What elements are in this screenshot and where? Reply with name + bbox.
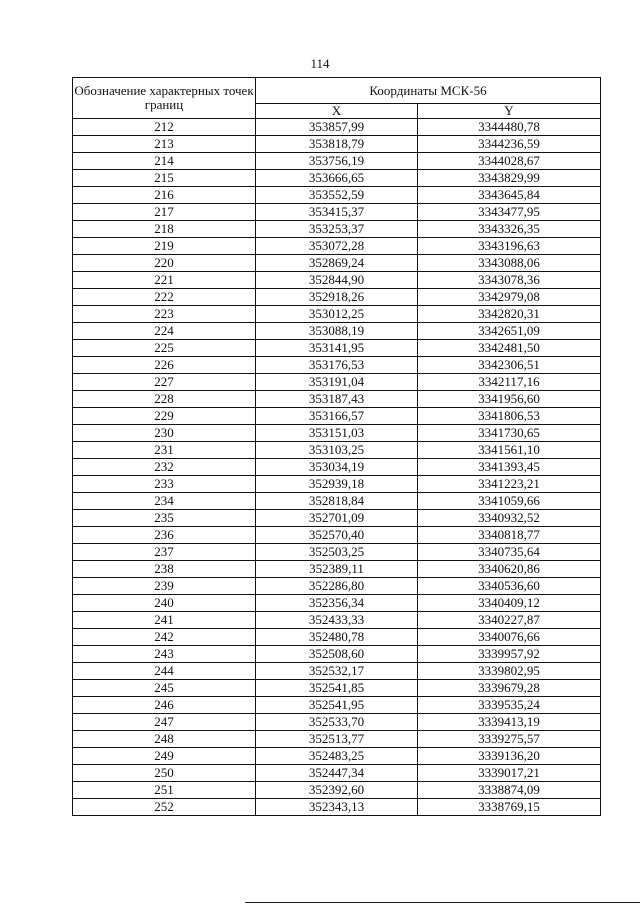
table-row <box>73 255 601 272</box>
table-row <box>73 765 601 782</box>
x-coordinate-cell: 352483,25 <box>256 748 418 765</box>
x-coordinate-cell: 352532,17 <box>256 663 418 680</box>
x-coordinate-cell: 352701,09 <box>256 510 418 527</box>
point-cell: 235 <box>73 510 256 527</box>
y-coordinate-cell: 3342306,51 <box>418 357 601 374</box>
x-coordinate-cell: 352286,80 <box>256 578 418 595</box>
x-coordinate-cell: 353088,19 <box>256 323 418 340</box>
y-coordinate-cell: 3338769,15 <box>418 799 601 816</box>
table-row <box>73 357 601 374</box>
point-cell: 225 <box>73 340 256 357</box>
table-row <box>73 170 601 187</box>
x-coordinate-cell: 353187,43 <box>256 391 418 408</box>
point-cell: 218 <box>73 221 256 238</box>
x-coordinate-cell: 353666,65 <box>256 170 418 187</box>
point-cell: 216 <box>73 187 256 204</box>
table-row <box>73 323 601 340</box>
y-coordinate-cell: 3343477,95 <box>418 204 601 221</box>
x-coordinate-cell: 353818,79 <box>256 136 418 153</box>
footer-rule <box>245 902 640 903</box>
table-row <box>73 612 601 629</box>
point-cell: 249 <box>73 748 256 765</box>
y-coordinate-cell: 3342481,50 <box>418 340 601 357</box>
x-coordinate-cell: 352447,34 <box>256 765 418 782</box>
y-coordinate-cell: 3341806,53 <box>418 408 601 425</box>
y-coordinate-cell: 3343088,06 <box>418 255 601 272</box>
point-cell: 238 <box>73 561 256 578</box>
point-cell: 232 <box>73 459 256 476</box>
table-row <box>73 221 601 238</box>
y-coordinate-cell: 3340620,86 <box>418 561 601 578</box>
x-coordinate-cell: 352533,70 <box>256 714 418 731</box>
x-coordinate-cell: 353072,28 <box>256 238 418 255</box>
point-cell: 236 <box>73 527 256 544</box>
y-coordinate-cell: 3342117,16 <box>418 374 601 391</box>
y-coordinate-cell: 3341223,21 <box>418 476 601 493</box>
y-coordinate-cell: 3340818,77 <box>418 527 601 544</box>
x-coordinate-cell: 352869,24 <box>256 255 418 272</box>
table-row <box>73 578 601 595</box>
table-body <box>73 119 601 816</box>
y-coordinate-cell: 3342651,09 <box>418 323 601 340</box>
point-cell: 224 <box>73 323 256 340</box>
y-coordinate-cell: 3341956,60 <box>418 391 601 408</box>
y-coordinate-cell: 3343326,35 <box>418 221 601 238</box>
x-coordinate-cell: 353012,25 <box>256 306 418 323</box>
coordinates-table <box>72 77 601 816</box>
x-coordinate-cell: 353253,37 <box>256 221 418 238</box>
table-row <box>73 187 601 204</box>
table-row <box>73 510 601 527</box>
y-coordinate-cell: 3342820,31 <box>418 306 601 323</box>
x-coordinate-cell: 353151,03 <box>256 425 418 442</box>
point-cell: 239 <box>73 578 256 595</box>
point-cell: 231 <box>73 442 256 459</box>
x-coordinate-cell: 352433,33 <box>256 612 418 629</box>
point-cell: 219 <box>73 238 256 255</box>
x-coordinate-cell: 352570,40 <box>256 527 418 544</box>
x-coordinate-cell: 352513,77 <box>256 731 418 748</box>
y-coordinate-cell: 3339679,28 <box>418 680 601 697</box>
x-coordinate-cell: 353166,57 <box>256 408 418 425</box>
table-row <box>73 561 601 578</box>
y-coordinate-cell: 3339275,57 <box>418 731 601 748</box>
point-cell: 222 <box>73 289 256 306</box>
y-column-header: Y <box>418 104 601 119</box>
page-number: 114 <box>310 56 330 71</box>
y-coordinate-cell: 3340227,87 <box>418 612 601 629</box>
x-coordinate-cell: 352389,11 <box>256 561 418 578</box>
y-coordinate-cell: 3338874,09 <box>418 782 601 799</box>
x-coordinate-cell: 353191,04 <box>256 374 418 391</box>
point-cell: 248 <box>73 731 256 748</box>
y-coordinate-cell: 3340932,52 <box>418 510 601 527</box>
x-coordinate-cell: 352503,25 <box>256 544 418 561</box>
point-cell: 251 <box>73 782 256 799</box>
point-cell: 214 <box>73 153 256 170</box>
table-row <box>73 306 601 323</box>
point-cell: 252 <box>73 799 256 816</box>
point-cell: 228 <box>73 391 256 408</box>
x-coordinate-cell: 352356,34 <box>256 595 418 612</box>
table-row <box>73 391 601 408</box>
x-coordinate-cell: 352541,85 <box>256 680 418 697</box>
x-coordinate-cell: 353141,95 <box>256 340 418 357</box>
table-row <box>73 204 601 221</box>
point-cell: 243 <box>73 646 256 663</box>
coordinates-group-header: Координаты МСК-56 <box>256 78 601 104</box>
x-coordinate-cell: 352343,13 <box>256 799 418 816</box>
y-coordinate-cell: 3341393,45 <box>418 459 601 476</box>
table-row <box>73 442 601 459</box>
y-coordinate-cell: 3343829,99 <box>418 170 601 187</box>
table-row <box>73 629 601 646</box>
x-coordinate-cell: 352918,26 <box>256 289 418 306</box>
table-row <box>73 544 601 561</box>
y-coordinate-cell: 3344236,59 <box>418 136 601 153</box>
table-row <box>73 272 601 289</box>
y-coordinate-cell: 3339017,21 <box>418 765 601 782</box>
y-coordinate-cell: 3340536,60 <box>418 578 601 595</box>
table-row <box>73 238 601 255</box>
x-coordinate-cell: 352541,95 <box>256 697 418 714</box>
x-coordinate-cell: 352939,18 <box>256 476 418 493</box>
point-cell: 227 <box>73 374 256 391</box>
point-cell: 244 <box>73 663 256 680</box>
table-row <box>73 153 601 170</box>
point-cell: 221 <box>73 272 256 289</box>
x-coordinate-cell: 353034,19 <box>256 459 418 476</box>
table-row <box>73 340 601 357</box>
table-row <box>73 476 601 493</box>
table-row <box>73 782 601 799</box>
point-cell: 217 <box>73 204 256 221</box>
table-row <box>73 595 601 612</box>
y-coordinate-cell: 3339957,92 <box>418 646 601 663</box>
y-coordinate-cell: 3344028,67 <box>418 153 601 170</box>
table-row <box>73 799 601 816</box>
point-cell: 233 <box>73 476 256 493</box>
point-cell: 242 <box>73 629 256 646</box>
point-cell: 230 <box>73 425 256 442</box>
table-row <box>73 289 601 306</box>
y-coordinate-cell: 3342979,08 <box>418 289 601 306</box>
x-coordinate-cell: 353857,99 <box>256 119 418 136</box>
y-coordinate-cell: 3341730,65 <box>418 425 601 442</box>
x-coordinate-cell: 352392,60 <box>256 782 418 799</box>
table-row <box>73 748 601 765</box>
table-row <box>73 714 601 731</box>
table-row <box>73 459 601 476</box>
table-row <box>73 731 601 748</box>
point-cell: 213 <box>73 136 256 153</box>
table-header <box>73 78 601 119</box>
x-coordinate-cell: 352480,78 <box>256 629 418 646</box>
y-coordinate-cell: 3339136,20 <box>418 748 601 765</box>
table-row <box>73 527 601 544</box>
table-row <box>73 374 601 391</box>
x-coordinate-cell: 352844,90 <box>256 272 418 289</box>
point-cell: 247 <box>73 714 256 731</box>
y-coordinate-cell: 3339535,24 <box>418 697 601 714</box>
y-coordinate-cell: 3344480,78 <box>418 119 601 136</box>
x-coordinate-cell: 353552,59 <box>256 187 418 204</box>
table-row <box>73 408 601 425</box>
table-row <box>73 119 601 136</box>
point-cell: 215 <box>73 170 256 187</box>
point-cell: 246 <box>73 697 256 714</box>
table-row <box>73 663 601 680</box>
point-column-header: Обозначение характерных точек границ <box>73 78 256 119</box>
y-coordinate-cell: 3343078,36 <box>418 272 601 289</box>
point-cell: 237 <box>73 544 256 561</box>
y-coordinate-cell: 3339802,95 <box>418 663 601 680</box>
y-coordinate-cell: 3340409,12 <box>418 595 601 612</box>
x-coordinate-cell: 353176,53 <box>256 357 418 374</box>
y-coordinate-cell: 3339413,19 <box>418 714 601 731</box>
x-coordinate-cell: 353103,25 <box>256 442 418 459</box>
y-coordinate-cell: 3341059,66 <box>418 493 601 510</box>
point-cell: 226 <box>73 357 256 374</box>
point-cell: 223 <box>73 306 256 323</box>
x-coordinate-cell: 353756,19 <box>256 153 418 170</box>
point-cell: 229 <box>73 408 256 425</box>
y-coordinate-cell: 3343645,84 <box>418 187 601 204</box>
table-row <box>73 697 601 714</box>
point-cell: 245 <box>73 680 256 697</box>
x-coordinate-cell: 353415,37 <box>256 204 418 221</box>
table-row <box>73 136 601 153</box>
point-cell: 212 <box>73 119 256 136</box>
y-coordinate-cell: 3343196,63 <box>418 238 601 255</box>
table-row <box>73 425 601 442</box>
point-cell: 250 <box>73 765 256 782</box>
point-cell: 241 <box>73 612 256 629</box>
y-coordinate-cell: 3340735,64 <box>418 544 601 561</box>
point-cell: 240 <box>73 595 256 612</box>
table-row <box>73 493 601 510</box>
x-column-header: X <box>256 104 418 119</box>
point-cell: 234 <box>73 493 256 510</box>
point-cell: 220 <box>73 255 256 272</box>
table-row <box>73 680 601 697</box>
table-row <box>73 646 601 663</box>
x-coordinate-cell: 352818,84 <box>256 493 418 510</box>
x-coordinate-cell: 352508,60 <box>256 646 418 663</box>
y-coordinate-cell: 3341561,10 <box>418 442 601 459</box>
y-coordinate-cell: 3340076,66 <box>418 629 601 646</box>
